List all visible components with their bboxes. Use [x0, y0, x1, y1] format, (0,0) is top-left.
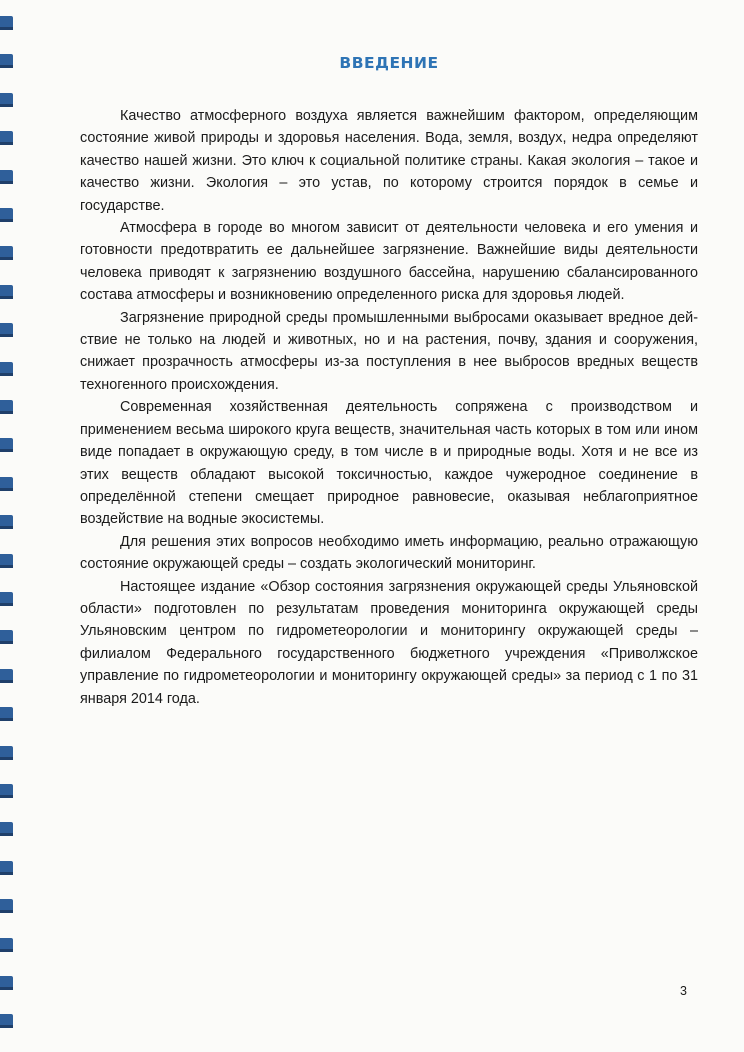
binding-hole — [0, 822, 13, 836]
binding-hole — [0, 899, 13, 913]
paragraph-1: Качество атмосферного воздуха является важнейшим фактором, определяющим состояние живой природы и здоровья населения. Вода, земля, воздух, недра определяют качество нашей жизни. Это ключ к социальной политике страны. Какая экология – такое и качество жизни. Экология – это устав, по которому строится порядок в семье и государстве. — [80, 108, 698, 214]
spiral-binding — [0, 0, 14, 1052]
binding-hole — [0, 438, 13, 452]
binding-hole — [0, 16, 13, 30]
binding-hole — [0, 208, 13, 222]
binding-hole — [0, 630, 13, 644]
binding-hole — [0, 131, 13, 145]
paragraph-6: Настоящее издание «Обзор состояния загрязнения окружающей среды Ульяновской области» подготовлен по результатам проведения мониторинга окружающей среды Ульяновским центром по гидрометеорологии и мониторингу окружающей среды – филиалом Федерального государственного бюджетного учреждения «Приволжское управление по гидрометеорологии и мониторингу окружающей среды» за период с 1 по 31 января 2014 года. — [80, 578, 698, 707]
binding-hole — [0, 362, 13, 376]
paragraph-5: Для решения этих вопросов необходимо иметь информацию, реально отражающую состояние окружающей среды – создать экологический мониторинг. — [80, 533, 698, 573]
document-body — [80, 105, 698, 710]
binding-hole — [0, 477, 13, 491]
page-title: ВВЕДЕНИЕ — [339, 54, 439, 72]
binding-hole — [0, 246, 13, 260]
binding-hole — [0, 938, 13, 952]
binding-hole — [0, 285, 13, 299]
binding-hole — [0, 861, 13, 875]
binding-hole — [0, 707, 13, 721]
binding-hole — [0, 784, 13, 798]
binding-hole — [0, 54, 13, 68]
binding-hole — [0, 592, 13, 606]
document-page — [80, 0, 698, 1052]
page-number: 3 — [680, 984, 687, 998]
binding-hole — [0, 976, 13, 990]
binding-hole — [0, 400, 13, 414]
binding-hole — [0, 669, 13, 683]
binding-hole — [0, 554, 13, 568]
binding-hole — [0, 170, 13, 184]
binding-hole — [0, 515, 13, 529]
binding-hole — [0, 323, 13, 337]
binding-hole — [0, 1014, 13, 1028]
paragraph-3: Загрязнение природной среды промышленными выбросами оказывает вредное действие не только на людей и животных, но и на растения, почву, здания и сооружения, снижает прозрачность атмосферы из-за поступления в нее выбросов вредных веществ техногенного происхождения. — [80, 309, 698, 393]
paragraph-4: Современная хозяйственная деятельность сопряжена с производством и применением весьма широкого круга веществ, значительная часть которых в том или ином виде попадает в окружающую среду, в том числе в и природные воды. Хотя и не все из этих веществ обладают высокой токсичностью, каждое чужеродное соединение в определённой степени смещает природное равновесие, оказывая неблагоприятное воздействие на водные экосистемы. — [80, 399, 698, 528]
paragraph-2: Атмосфера в городе во многом зависит от деятельности человека и его умения и готовности предотвратить ее дальнейшее загрязнение. Важнейшие виды деятельности человека приводят к загрязнению воздушного бассейна, нарушению сбалансированного состава атмосферы и возникновению определенного риска для здоровья людей. — [80, 220, 698, 304]
binding-hole — [0, 746, 13, 760]
binding-hole — [0, 93, 13, 107]
